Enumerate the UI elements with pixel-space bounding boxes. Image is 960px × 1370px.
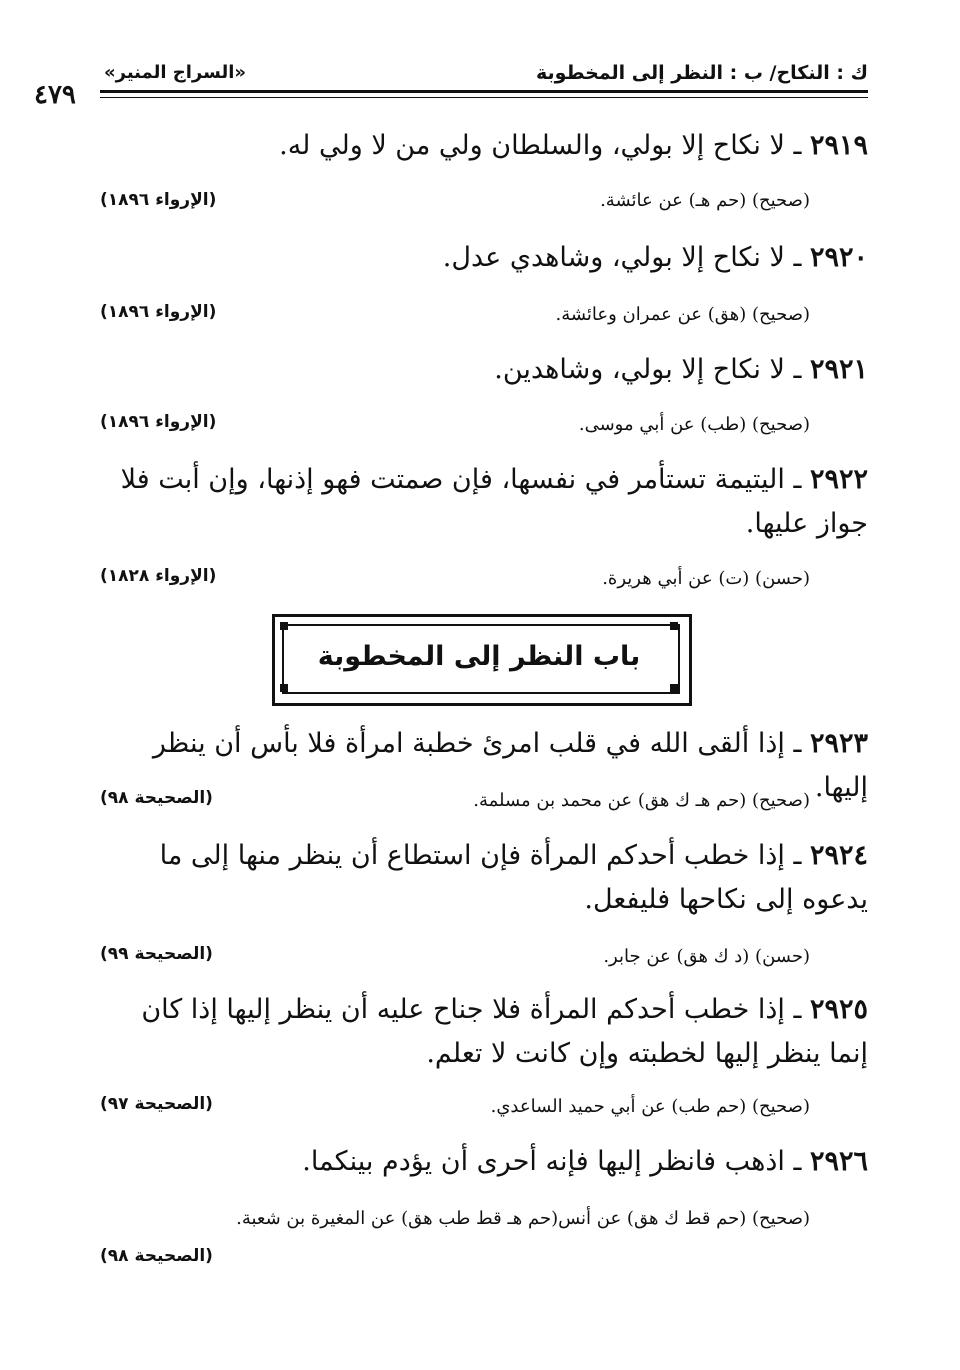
hadith-source: (صحيح) (طب) عن أبي موسى. [578,414,810,435]
hadith-number: ٢٩٢١ [809,354,868,385]
hadith-dash: ـ [793,840,802,871]
hadith-text: إذا خطب أحدكم المرأة فإن استطاع أن ينظر منها إلى ما يدعوه إلى نكاحها فليفعل. [159,840,868,915]
hadith-number: ٢٩٢٠ [809,242,868,273]
hadith-entry [96,458,868,546]
hadith-dash: ـ [793,242,802,273]
hadith-text: لا نكاح إلا بولي، والسلطان ولي من لا ولي له. [279,130,785,161]
hadith-source: (صحيح) (هق) عن عمران وعائشة. [555,304,810,325]
hadith-number: ٢٩٢٥ [809,994,868,1025]
hadith-text: اليتيمة تستأمر في نفسها، فإن صمتت فهو إذنها، وإن أبت فلا جواز عليها. [120,464,868,539]
hadith-number: ٢٩٢٤ [809,840,868,871]
hadith-text: إذا خطب أحدكم المرأة فلا جناح عليه أن ينظر إليها إذا كان إنما ينظر إليها لخطبته وإن كانت لا تعلم. [141,994,868,1069]
hadith-reference: (الصحيحة ٩٧) [100,1094,213,1114]
hadith-dash: ـ [793,130,802,161]
running-header-book: «السراج المنير» [104,62,246,83]
hadith-source: (صحيح) (حم هـ ك هق) عن محمد بن مسلمة. [473,790,810,811]
hadith-number: ٢٩٢٢ [809,464,868,495]
hadith-number: ٢٩٢٣ [809,728,868,759]
hadith-dash: ـ [793,1146,802,1177]
hadith-dash: ـ [793,728,802,759]
hadith-source: (حسن) (ت) عن أبي هريرة. [602,568,810,589]
hadith-reference: (الإرواء ١٨٢٨) [100,566,217,586]
page-number: ٤٧٩ [34,80,76,110]
hadith-entry [93,348,868,392]
hadith-reference: (الصحيحة ٩٨) [100,1246,213,1266]
hadith-entry [93,1140,868,1184]
hadith-entry [93,124,868,168]
section-title: باب النظر إلى المخطوبة [317,641,641,672]
hadith-entry [96,834,868,922]
hadith-source: (حسن) (د ك هق) عن جابر. [603,946,810,967]
hadith-text: لا نكاح إلا بولي، وشاهدين. [494,354,785,385]
running-header-chapter: ك : النكاح/ ب : النظر إلى المخطوبة [536,62,868,84]
header-rule-thin [100,97,868,98]
header-rule [100,90,868,93]
hadith-reference: (الإرواء ١٨٩٦) [100,190,217,210]
hadith-source: (صحيح) (حم قط ك هق) عن أنس(حم هـ قط طب هق) عن المغيرة بن شعبة. [236,1208,810,1229]
hadith-number: ٢٩١٩ [809,130,868,161]
hadith-reference: (الصحيحة ٩٨) [100,788,213,808]
hadith-reference: (الصحيحة ٩٩) [100,944,213,964]
hadith-text: اذهب فانظر إليها فإنه أحرى أن يؤدم بينكما. [302,1146,785,1177]
hadith-dash: ـ [793,354,802,385]
hadith-reference: (الإرواء ١٨٩٦) [100,412,217,432]
hadith-reference: (الإرواء ١٨٩٦) [100,302,217,322]
hadith-number: ٢٩٢٦ [809,1146,868,1177]
hadith-text: إذا ألقى الله في قلب امرئ خطبة امرأة فلا بأس أن ينظر إليها. [152,728,868,803]
hadith-dash: ـ [793,994,802,1025]
hadith-text: لا نكاح إلا بولي، وشاهدي عدل. [442,242,785,273]
hadith-entry [96,988,868,1076]
hadith-entry [93,236,868,280]
hadith-dash: ـ [793,464,802,495]
hadith-source: (صحيح) (حم طب) عن أبي حميد الساعدي. [490,1096,810,1117]
hadith-source: (صحيح) (حم هـ) عن عائشة. [600,190,810,211]
